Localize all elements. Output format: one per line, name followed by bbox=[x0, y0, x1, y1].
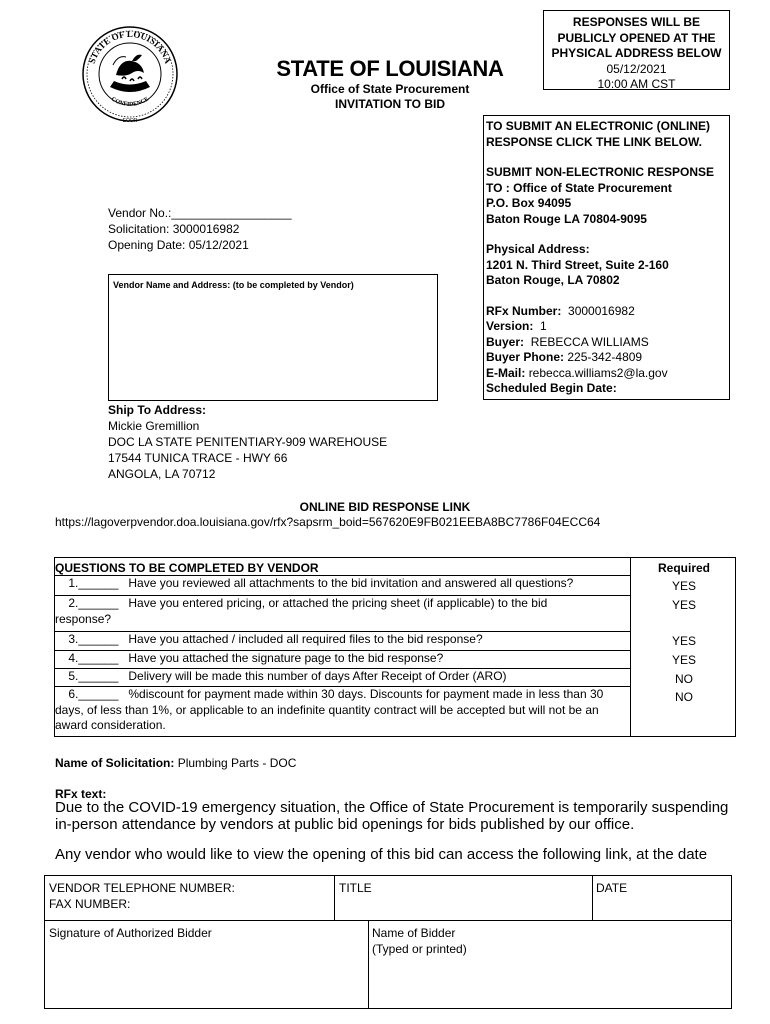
date-label: DATE bbox=[596, 881, 628, 895]
ship-to-line1: DOC LA STATE PENITENTIARY-909 WAREHOUSE bbox=[108, 435, 388, 449]
signature-label: Signature of Authorized Bidder bbox=[49, 926, 212, 940]
buyer-row: Buyer: REBECCA WILLIAMS bbox=[486, 334, 649, 349]
page-title: STATE OF LOUISIANA bbox=[276, 56, 504, 81]
electronic-line2: RESPONSE CLICK THE LINK BELOW. bbox=[486, 134, 703, 149]
submission-info-box bbox=[483, 115, 730, 400]
non-electronic-line2: TO : Office of State Procurement bbox=[486, 180, 672, 195]
opening-date: Opening Date: 05/12/2021 bbox=[108, 238, 249, 252]
buyer-phone: 225-342-4809 bbox=[567, 350, 643, 364]
physical-street: 1201 N. Third Street, Suite 2-160 bbox=[486, 257, 669, 272]
ship-to-line3: ANGOLA, LA 70712 bbox=[108, 467, 216, 481]
rfx-number: 3000016982 bbox=[568, 303, 635, 318]
online-bid-title: ONLINE BID RESPONSE LINK bbox=[299, 500, 471, 514]
office-name: Office of State Procurement bbox=[310, 82, 470, 96]
question-row[interactable]: 5.______ Delivery will be made this number of days After Receipt of Order (ARO) bbox=[55, 668, 630, 685]
ship-to-label: Ship To Address: bbox=[108, 403, 207, 417]
question-required-value: NO bbox=[675, 690, 693, 704]
signature-table bbox=[44, 875, 732, 1009]
state-seal bbox=[80, 25, 180, 123]
required-header: Required bbox=[657, 561, 710, 575]
questions-header: QUESTIONS TO BE COMPLETED BY VENDOR bbox=[55, 561, 319, 575]
po-box: P.O. Box 94095 bbox=[486, 196, 572, 210]
responses-line2: PUBLICLY OPENED AT THE bbox=[557, 30, 716, 45]
solicitation-name: Name of Solicitation: Plumbing Parts - DOC bbox=[55, 756, 297, 770]
buyer-email: rebecca.williams2@la.gov bbox=[528, 365, 668, 380]
responses-line3: PHYSICAL ADDRESS BELOW bbox=[551, 46, 722, 60]
invitation-label: INVITATION TO BID bbox=[335, 97, 445, 111]
seal-bottom-text: CONFIDENCE bbox=[109, 96, 151, 108]
question-required-value: NO bbox=[675, 672, 693, 686]
solicitation-name-value: Plumbing Parts - DOC bbox=[177, 756, 297, 770]
vendor-name-address-box[interactable] bbox=[108, 274, 438, 401]
version-value: 1 bbox=[540, 319, 547, 333]
question-row[interactable]: 4.______ Have you attached the signature page to the bid response? bbox=[55, 650, 630, 667]
vendor-questions-table bbox=[54, 557, 736, 737]
rfx-text-label: RFx text: bbox=[55, 787, 107, 801]
vendor-phone-fax-cell[interactable] bbox=[49, 880, 235, 912]
question-required-value: YES bbox=[671, 653, 696, 667]
date-cell[interactable] bbox=[596, 880, 627, 896]
rfx-number-row: RFx Number: 3000016982 bbox=[486, 303, 635, 318]
rfx-text-paragraph-2: Any vendor who would like to view the opening of this bid can access the following link, at the date bbox=[55, 846, 708, 863]
vendor-info bbox=[108, 205, 292, 253]
question-row[interactable]: 2.______ Have you entered pricing, or attached the pricing sheet (if applicable) to the bid response? bbox=[55, 595, 630, 627]
physical-city: Baton Rouge, LA 70802 bbox=[486, 273, 620, 287]
question-row[interactable]: 3.______ Have you attached / included all required files to the bid response? bbox=[55, 631, 630, 648]
ship-to-line2: 17544 TUNICA TRACE - HWY 66 bbox=[108, 451, 288, 465]
signature-cell[interactable] bbox=[49, 925, 212, 941]
vendor-box-label: Vendor Name and Address: (to be completed by Vendor) bbox=[113, 280, 354, 290]
buyer-phone-row: Buyer Phone: 225-342-4809 bbox=[486, 350, 643, 364]
email-row: E-Mail: rebecca.williams2@la.gov bbox=[486, 365, 668, 380]
bidder-name-sub: (Typed or printed) bbox=[372, 942, 467, 956]
version-row: Version: 1 bbox=[486, 319, 547, 333]
bidder-name-label: Name of Bidder bbox=[372, 926, 456, 940]
responses-time: 10:00 AM CST bbox=[597, 77, 676, 91]
question-row[interactable]: 1.______ Have you reviewed all attachments to the bid invitation and answered all questions? bbox=[55, 575, 630, 592]
title-cell[interactable] bbox=[339, 880, 372, 896]
responses-date: 05/12/2021 bbox=[606, 61, 667, 76]
question-required-value: YES bbox=[671, 579, 696, 593]
seal-mark-text: EOOR bbox=[122, 118, 138, 123]
electronic-line1: TO SUBMIT AN ELECTRONIC (ONLINE) bbox=[486, 119, 710, 133]
po-city: Baton Rouge LA 70804-9095 bbox=[486, 211, 647, 226]
fax-label: FAX NUMBER: bbox=[49, 897, 131, 911]
vendor-number: Vendor No.:__________________ bbox=[108, 206, 292, 220]
scheduled-begin-label: Scheduled Begin Date: bbox=[486, 381, 617, 395]
non-electronic-line1: SUBMIT NON-ELECTRONIC RESPONSE bbox=[486, 165, 715, 179]
question-row[interactable]: 6.______ %discount for payment made within 30 days. Discounts for payment made in less than 30 days, of less than 1%, or applicable to an indefinite quantity contract will be accepted but will not be an award consideration. bbox=[55, 686, 630, 734]
responses-box bbox=[543, 10, 730, 90]
bidder-name-cell[interactable] bbox=[372, 925, 467, 957]
online-bid-link[interactable]: https://lagoverpvendor.doa.louisiana.gov/rfx?sapsrm_boid=567620E9FB021EEBA8BC7786F04ECC64 bbox=[55, 515, 601, 529]
seal-ring-text: STATE OF LOUISIANA bbox=[86, 28, 174, 65]
vendor-phone-label: VENDOR TELEPHONE NUMBER: bbox=[49, 881, 235, 895]
question-required-value: YES bbox=[671, 634, 696, 648]
question-required-value: YES bbox=[671, 598, 696, 612]
pelican-seal-icon bbox=[80, 25, 180, 123]
responses-line1: RESPONSES WILL BE bbox=[572, 15, 701, 29]
buyer-name: REBECCA WILLIAMS bbox=[530, 334, 649, 349]
physical-address-label: Physical Address: bbox=[486, 242, 590, 256]
title-label: TITLE bbox=[339, 881, 372, 895]
ship-to-address bbox=[108, 402, 387, 482]
rfx-text-paragraph: Due to the COVID-19 emergency situation, the Office of State Procurement is temporarily suspending in-person attendance by vendors at public bid openings for bids published by our office. bbox=[55, 799, 729, 833]
ship-to-name: Mickie Gremillion bbox=[108, 419, 200, 433]
solicitation-number: Solicitation: 3000016982 bbox=[108, 222, 240, 236]
